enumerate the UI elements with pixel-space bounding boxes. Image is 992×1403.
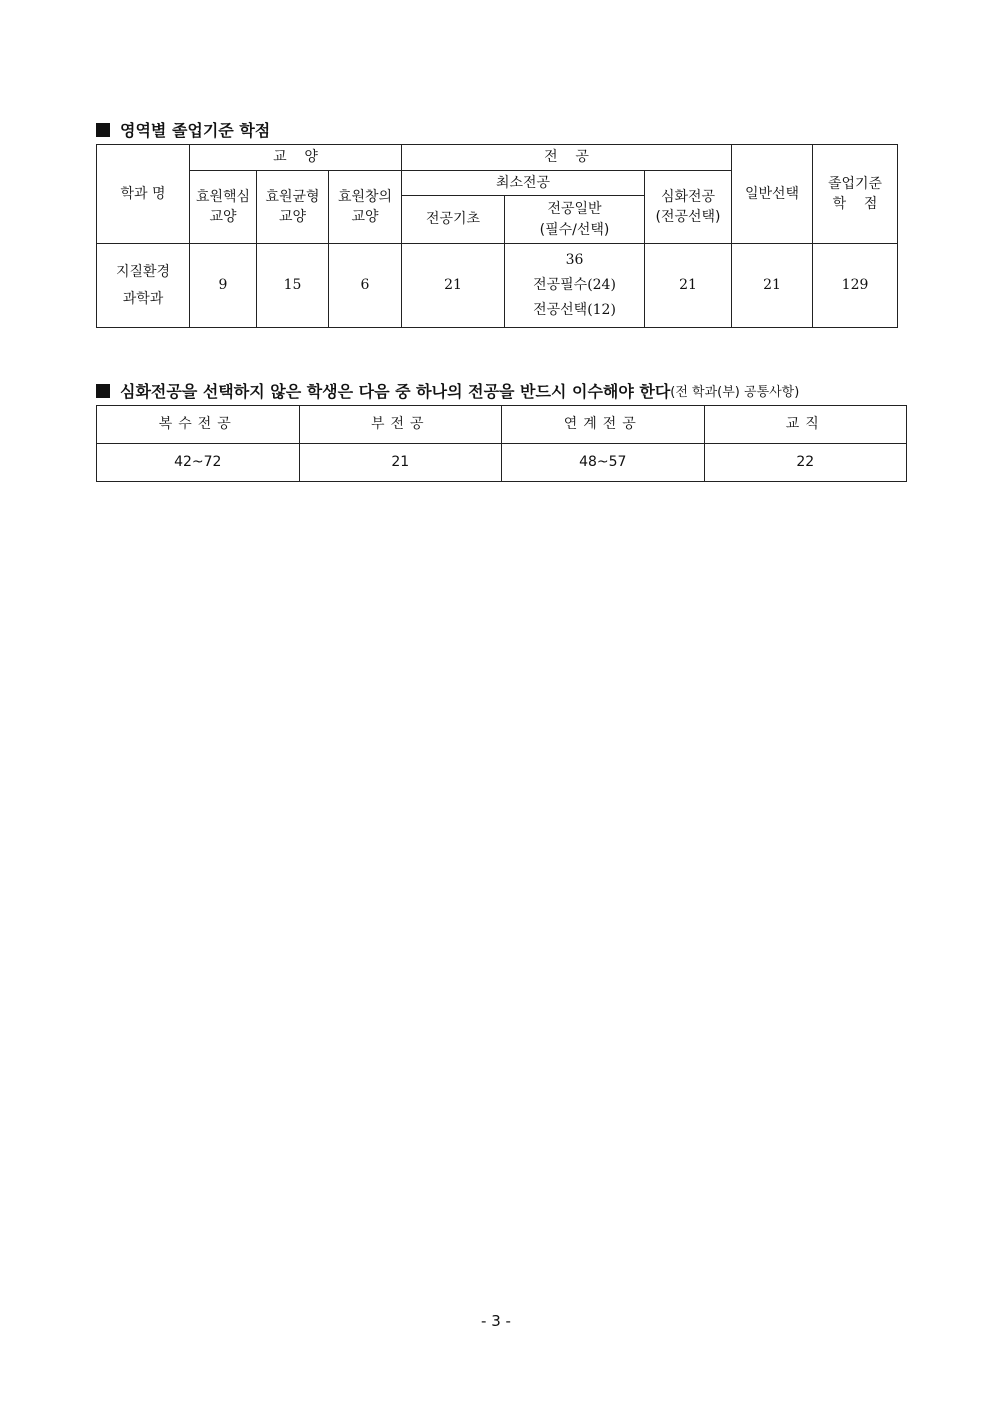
header-double-major: 복수전공: [97, 406, 300, 444]
header-teaching: 교직: [704, 406, 907, 444]
cell-liberal-core: 9: [190, 244, 257, 328]
section-title: 영역별 졸업기준 학점: [120, 121, 271, 140]
graduation-credits-table: [96, 144, 898, 328]
header-linked-major: 연계전공: [502, 406, 705, 444]
header-liberal-core: 효원핵심 교양: [190, 171, 257, 244]
header-advanced-major: 심화전공 (전공선택): [645, 171, 732, 244]
header-general-elective: 일반선택: [732, 145, 813, 244]
cell-double-major: 42~72: [97, 444, 300, 482]
cell-liberal-balance: 15: [257, 244, 329, 328]
header-major-basic: 전공기초: [402, 196, 505, 244]
header-dept: 학과 명: [97, 145, 190, 244]
alternative-major-table: [96, 405, 907, 482]
section-note: (전 학과(부) 공통사항): [670, 385, 800, 400]
header-liberal-creative: 효원창의 교양: [329, 171, 402, 244]
header-minor: 부전공: [299, 406, 502, 444]
square-bullet-icon: [96, 123, 110, 137]
header-major: 전 공: [402, 145, 732, 171]
section-heading-required-program: [96, 379, 799, 402]
cell-minor: 21: [299, 444, 502, 482]
cell-dept: 지질환경 과학과: [97, 244, 190, 328]
header-liberal: 교 양: [190, 145, 402, 171]
header-grad-credits: 졸업기준 학 점: [813, 145, 898, 244]
square-bullet-icon: [96, 384, 110, 398]
cell-advanced: 21: [645, 244, 732, 328]
table-row: [97, 444, 907, 482]
cell-major-general: 36 전공필수(24) 전공선택(12): [505, 244, 645, 328]
cell-general-elective: 21: [732, 244, 813, 328]
cell-liberal-creative: 6: [329, 244, 402, 328]
header-major-general: 전공일반 (필수/선택): [505, 196, 645, 244]
table-row: [97, 244, 898, 328]
page-number: - 3 -: [481, 1312, 511, 1330]
header-min-major: 최소전공: [402, 171, 645, 196]
cell-linked-major: 48~57: [502, 444, 705, 482]
section-title: 심화전공을 선택하지 않은 학생은 다음 중 하나의 전공을 반드시 이수해야 한다: [120, 382, 671, 401]
cell-major-basic: 21: [402, 244, 505, 328]
cell-grad-total: 129: [813, 244, 898, 328]
header-liberal-balance: 효원균형 교양: [257, 171, 329, 244]
section-heading-graduation-credits: [96, 118, 270, 141]
cell-teaching: 22: [704, 444, 907, 482]
